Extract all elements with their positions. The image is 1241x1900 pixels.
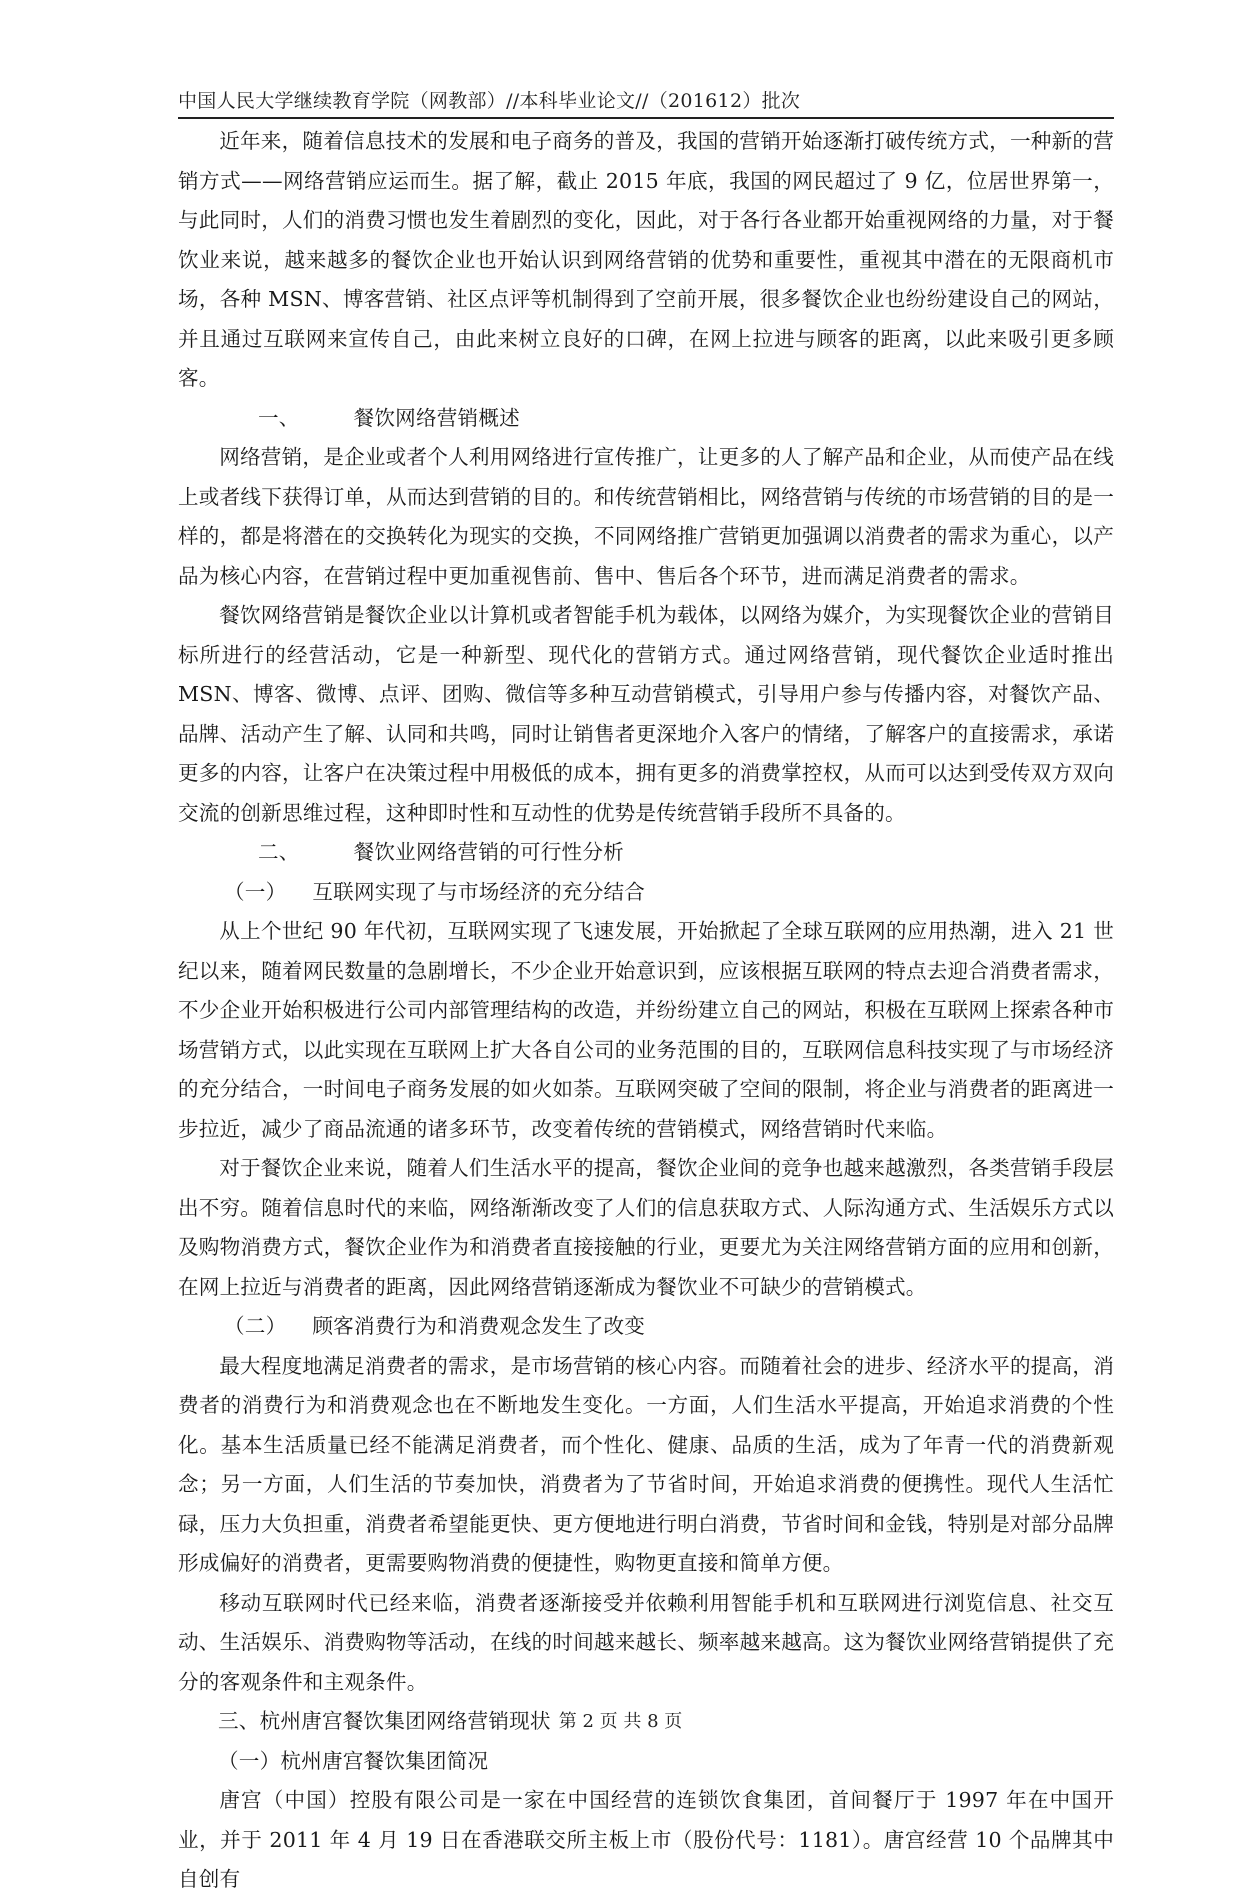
document-body (178, 122, 1114, 1900)
header-divider (178, 117, 1114, 119)
subsection-heading (178, 1307, 1114, 1347)
paragraph: 最大程度地满足消费者的需求，是市场营销的核心内容。而随着社会的进步、经济水平的提高，消费者的消费行为和消费观念也在不断地发生变化。一方面，人们生活水平提高，开始追求消费的个性化。基本生活质量已经不能满足消费者，而个性化、健康、品质的生活，成为了年青一代的消费新观念；另一方面，人们生活的节奏加快，消费者为了节省时间，开始追求消费的便携性。现代人生活忙碌，压力大负担重，消费者希望能更快、更方便地进行明白消费，节省时间和金钱，特别是对部分品牌形成偏好的消费者，更需要购物消费的便捷性，购物更直接和简单方便。 (178, 1353, 1114, 1575)
subsection-title: 互联网实现了与市场经济的充分结合 (312, 879, 646, 904)
paragraph: 对于餐饮企业来说，随着人们生活水平的提高，餐饮企业间的竞争也越来越激烈，各类营销手段层出不穷。随着信息时代的来临，网络渐渐改变了人们的信息获取方式、人际沟通方式、生活娱乐方式以及购物消费方式，餐饮企业作为和消费者直接接触的行业，更要尤为关注网络营销方面的应用和创新，在网上拉近与消费者的距离，因此网络营销逐渐成为餐饮业不可缺少的营销模式。 (178, 1156, 1114, 1299)
paragraph: 餐饮网络营销是餐饮企业以计算机或者智能手机为载体，以网络为媒介，为实现餐饮企业的营销目标所进行的经营活动，它是一种新型、现代化的营销方式。通过网络营销，现代餐饮企业适时推出 MSN、博客、微博、点评、团购、微信等多种互动营销模式，引导用户参与传播内容，对餐饮产品、品牌、活动产生了解、认同和共鸣，同时让销售者更深地介入客户的情绪，了解客户的直接需求，承诺更多的内容，让客户在决策过程中用极低的成本，拥有更多的消费掌控权，从而可以达到受传双方双向交流的创新思维过程，这种即时性和互动性的优势是传统营销手段所不具备的。 (178, 603, 1114, 825)
paragraph: 网络营销，是企业或者个人利用网络进行宣传推广，让更多的人了解产品和企业，从而使产品在线上或者线下获得订单，从而达到营销的目的。和传统营销相比，网络营销与传统的市场营销的目的是一样的，都是将潜在的交换转化为现实的交换，不同网络推广营销更加强调以消费者的需求为重心，以产品为核心内容，在营销过程中更加重视售前、售中、售后各个环节，进而满足消费者的需求。 (178, 445, 1114, 588)
section-number: 一、 (258, 405, 300, 430)
section-title: 餐饮业网络营销的可行性分析 (353, 840, 624, 864)
paragraph-intro: 近年来，随着信息技术的发展和电子商务的普及，我国的营销开始逐渐打破传统方式，一种新的营销方式——网络营销应运而生。据了解，截止 2015 年底，我国的网民超过了 9 亿，位居世界第一，与此同时，人们的消费习惯也发生着剧烈的变化，因此，对于各行各业都开始重视网络的力量，对于餐饮业来说，越来越多的餐饮企业也开始认识到网络营销的优势和重要性，重视其中潜在的无限商机市场，各种 MSN、博客营销、社区点评等机制得到了空前开展，很多餐饮企业也纷纷建设自己的网站，并且通过互联网来宣传自己，由此来树立良好的口碑，在网上拉进与顾客的距离，以此来吸引更多顾客。 (178, 129, 1114, 390)
subsection-title: 顾客消费行为和消费观念发生了改变 (312, 1314, 646, 1338)
section-heading-1 (178, 399, 1114, 439)
paragraph: 唐宫（中国）控股有限公司是一家在中国经营的连锁饮食集团，首间餐厅于 1997 年在中国开业，并于 2011 年 4 月 19 日在香港联交所主板上市（股份代号：1181）。唐宫经营 10 个品牌其中自创有 (178, 1788, 1114, 1891)
subsection-heading (178, 873, 1114, 913)
subsection-number: （一） (224, 879, 287, 904)
section-number: 二、 (258, 840, 300, 864)
paragraph: 移动互联网时代已经来临，消费者逐渐接受并依赖利用智能手机和互联网进行浏览信息、社交互动、生活娱乐、消费购物等活动，在线的时间越来越长、频率越来越高。这为餐饮业网络营销提供了充分的客观条件和主观条件。 (178, 1590, 1114, 1694)
page-number: 第 2 页 共 8 页 (558, 1711, 683, 1732)
paragraph: 从上个世纪 90 年代初，互联网实现了飞速发展，开始掀起了全球互联网的应用热潮，进入 21 世纪以来，随着网民数量的急剧增长，不少企业开始意识到，应该根据互联网的特点去迎合消费者需求，不少企业开始积极进行公司内部管理结构的改造，并纷纷建立自己的网站，积极在互联网上探索各种市场营销方式，以此实现在互联网上扩大各自公司的业务范围的目的，互联网信息科技实现了与市场经济的充分结合，一时间电子商务发展的如火如荼。互联网突破了空间的限制，将企业与消费者的距离进一步拉近，减少了商品流通的诸多环节，改变着传统的营销模式，网络营销时代来临。 (178, 919, 1114, 1141)
section-title: 餐饮网络营销概述 (353, 405, 520, 430)
section-heading-2 (178, 833, 1114, 873)
section-heading-3: 三、杭州唐宫餐饮集团网络营销现状 (218, 1709, 551, 1733)
subsection-heading: （一）杭州唐宫餐饮集团简况 (218, 1748, 489, 1773)
running-header: 中国人民大学继续教育学院（网教部）//本科毕业论文//（201612）批次 (178, 90, 801, 112)
subsection-number: （二） (224, 1314, 287, 1338)
